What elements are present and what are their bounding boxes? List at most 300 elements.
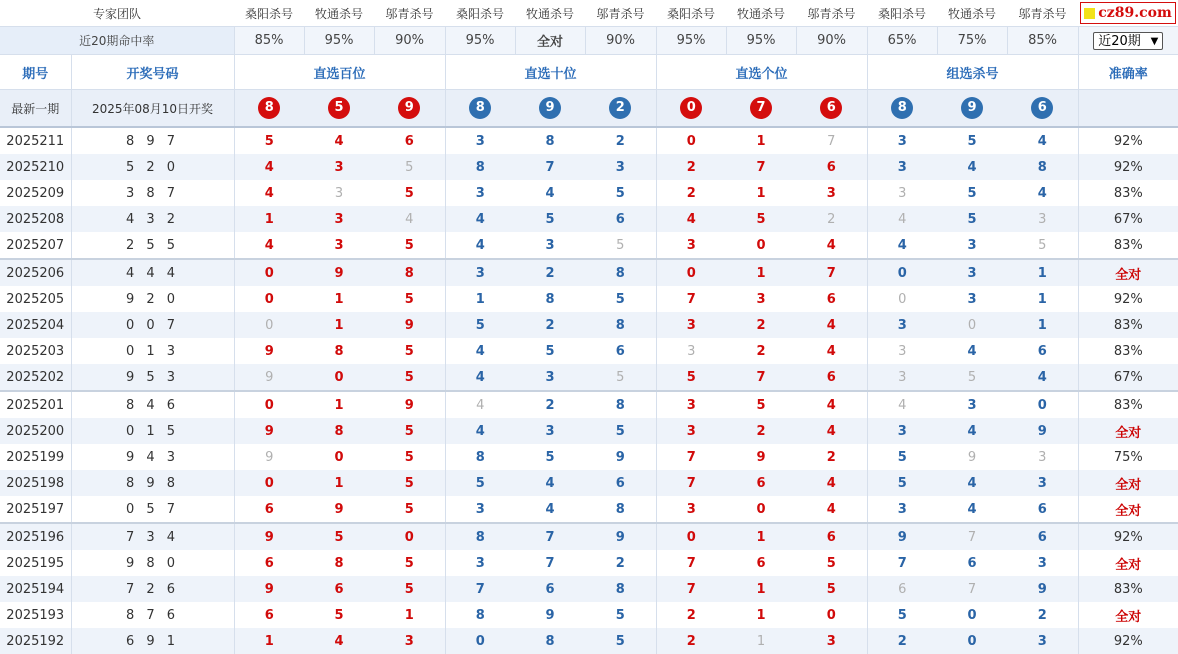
period-number: 2025193 [0, 602, 71, 628]
kill-number: 6 [585, 470, 656, 496]
kill-number: 8 [445, 523, 515, 550]
kill-number: 8 [585, 391, 656, 418]
kill-number: 5 [867, 444, 937, 470]
period-select-value: 近20期 [1098, 33, 1141, 49]
period-select-cell[interactable] [1078, 27, 1178, 55]
kill-number: 3 [445, 550, 515, 576]
kill-number: 0 [234, 470, 304, 496]
kill-number: 4 [1007, 364, 1078, 391]
kill-number: 0 [304, 444, 374, 470]
kill-number: 6 [1007, 338, 1078, 364]
kill-number: 0 [937, 312, 1007, 338]
kill-number: 0 [656, 523, 726, 550]
accuracy-value: 67% [1078, 364, 1178, 391]
kill-number: 0 [234, 259, 304, 286]
expert-header-row [0, 0, 1178, 27]
latest-ball-cell [867, 90, 937, 128]
kill-number: 4 [445, 232, 515, 259]
hit-rate: 75% [937, 27, 1007, 55]
kill-number: 4 [1007, 127, 1078, 154]
kill-number: 4 [796, 338, 867, 364]
kill-number: 8 [585, 576, 656, 602]
kill-number: 0 [234, 286, 304, 312]
kill-number: 7 [937, 576, 1007, 602]
kill-number: 1 [1007, 312, 1078, 338]
kill-number: 0 [937, 602, 1007, 628]
draw-number: 5 2 0 [71, 154, 234, 180]
latest-ball-cell [1007, 90, 1078, 128]
draw-number: 2 5 5 [71, 232, 234, 259]
draw-number: 0 0 7 [71, 312, 234, 338]
col-period: 期号 [0, 55, 71, 90]
kill-number: 9 [1007, 576, 1078, 602]
kill-number: 1 [726, 127, 796, 154]
kill-number: 3 [304, 154, 374, 180]
draw-number: 9 2 0 [71, 286, 234, 312]
kill-number: 1 [726, 259, 796, 286]
kill-number: 0 [234, 391, 304, 418]
expert-name: 牧通杀号 [526, 6, 575, 21]
kill-number: 3 [937, 391, 1007, 418]
kill-number: 3 [515, 232, 585, 259]
accuracy-value: 83% [1078, 232, 1178, 259]
kill-number: 9 [234, 338, 304, 364]
draw-number: 6 9 1 [71, 628, 234, 654]
kill-number: 3 [796, 628, 867, 654]
kill-number: 8 [1007, 154, 1078, 180]
kill-number: 7 [726, 154, 796, 180]
kill-number: 3 [656, 496, 726, 523]
kill-number: 5 [796, 576, 867, 602]
kill-number: 4 [234, 232, 304, 259]
accuracy-value: 全对 [1078, 418, 1178, 444]
kill-number: 6 [796, 523, 867, 550]
kill-number: 1 [726, 628, 796, 654]
kill-number: 3 [867, 127, 937, 154]
kill-number: 5 [374, 338, 445, 364]
kill-number: 4 [796, 312, 867, 338]
kill-number: 1 [304, 286, 374, 312]
period-number: 2025206 [0, 259, 71, 286]
kill-number: 9 [374, 312, 445, 338]
kill-number: 1 [1007, 286, 1078, 312]
kill-number: 1 [374, 602, 445, 628]
col-draw: 开奖号码 [71, 55, 234, 90]
table-row [0, 628, 1178, 654]
kill-number: 3 [445, 259, 515, 286]
kill-number: 0 [234, 312, 304, 338]
expert-name: 牧通杀号 [315, 6, 364, 21]
kill-number: 8 [445, 444, 515, 470]
kill-number: 4 [937, 470, 1007, 496]
kill-number: 1 [234, 206, 304, 232]
kill-number: 5 [515, 206, 585, 232]
draw-number: 7 2 6 [71, 576, 234, 602]
kill-number: 8 [585, 312, 656, 338]
logo-mark-icon [1084, 8, 1095, 19]
latest-ball-cell [374, 90, 445, 128]
site-logo-cell[interactable] [1078, 0, 1178, 27]
expert-name: 邬青杀号 [807, 6, 856, 21]
period-number: 2025199 [0, 444, 71, 470]
kill-number: 6 [515, 576, 585, 602]
hit-rate: 85% [234, 27, 304, 55]
kill-number: 4 [515, 180, 585, 206]
kill-number: 1 [726, 180, 796, 206]
number-ball: 8 [258, 97, 280, 119]
kill-number: 7 [515, 154, 585, 180]
kill-number: 2 [656, 180, 726, 206]
kill-number: 7 [515, 550, 585, 576]
kill-number: 3 [937, 259, 1007, 286]
kill-number: 7 [796, 259, 867, 286]
latest-ball-cell [796, 90, 867, 128]
kill-number: 0 [1007, 391, 1078, 418]
col-units: 直选个位 [656, 55, 867, 90]
kill-number: 0 [937, 628, 1007, 654]
period-number: 2025198 [0, 470, 71, 496]
kill-number: 4 [304, 628, 374, 654]
kill-number: 3 [796, 180, 867, 206]
kill-number: 3 [867, 312, 937, 338]
period-number: 2025192 [0, 628, 71, 654]
kill-number: 5 [585, 418, 656, 444]
kill-number: 6 [1007, 496, 1078, 523]
table-row [0, 418, 1178, 444]
kill-number: 8 [515, 286, 585, 312]
kill-number: 5 [374, 470, 445, 496]
expert-name: 桑阳杀号 [245, 6, 294, 21]
kill-number: 9 [585, 523, 656, 550]
kill-number: 2 [1007, 602, 1078, 628]
latest-ball-cell [656, 90, 726, 128]
kill-number: 7 [937, 523, 1007, 550]
kill-number: 8 [304, 550, 374, 576]
kill-number: 4 [445, 391, 515, 418]
kill-number: 5 [585, 232, 656, 259]
kill-number: 5 [585, 364, 656, 391]
kill-number: 9 [234, 418, 304, 444]
kill-number: 9 [234, 364, 304, 391]
kill-number: 8 [304, 418, 374, 444]
kill-number: 3 [445, 180, 515, 206]
kill-number: 2 [585, 127, 656, 154]
kill-number: 4 [796, 418, 867, 444]
expert-name: 桑阳杀号 [878, 6, 927, 21]
kill-number: 0 [656, 127, 726, 154]
expert-name: 桑阳杀号 [667, 6, 716, 21]
table-row [0, 444, 1178, 470]
period-number: 2025211 [0, 127, 71, 154]
kill-number: 4 [937, 496, 1007, 523]
kill-number: 5 [374, 154, 445, 180]
hit-rate: 95% [304, 27, 374, 55]
kill-number: 2 [515, 312, 585, 338]
kill-number: 2 [796, 206, 867, 232]
kill-number: 4 [867, 232, 937, 259]
kill-number: 3 [867, 496, 937, 523]
number-ball: 8 [891, 97, 913, 119]
hit-rate-label: 近20期命中率 [0, 27, 234, 55]
table-row [0, 576, 1178, 602]
kill-number: 3 [867, 180, 937, 206]
kill-number: 2 [726, 418, 796, 444]
kill-number: 3 [304, 206, 374, 232]
number-ball: 9 [961, 97, 983, 119]
draw-number: 9 8 0 [71, 550, 234, 576]
kill-number: 9 [937, 444, 1007, 470]
kill-number: 9 [1007, 418, 1078, 444]
number-ball: 0 [680, 97, 702, 119]
expert-name: 牧通杀号 [948, 6, 997, 21]
kill-number: 7 [656, 550, 726, 576]
expert-name: 邬青杀号 [596, 6, 645, 21]
kill-number: 6 [304, 576, 374, 602]
hit-rate: 85% [1007, 27, 1078, 55]
kill-number: 7 [515, 523, 585, 550]
number-ball: 6 [1031, 97, 1053, 119]
kill-number: 1 [726, 576, 796, 602]
accuracy-value: 全对 [1078, 602, 1178, 628]
kill-number: 5 [374, 232, 445, 259]
kill-number: 1 [445, 286, 515, 312]
team-label: 专家团队 [93, 6, 142, 21]
kill-number: 5 [1007, 232, 1078, 259]
kill-number: 7 [867, 550, 937, 576]
draw-number: 3 8 7 [71, 180, 234, 206]
kill-number: 6 [234, 496, 304, 523]
period-select[interactable] [1093, 32, 1163, 50]
kill-number: 3 [656, 418, 726, 444]
hit-rate: 95% [445, 27, 515, 55]
kill-number: 5 [656, 364, 726, 391]
kill-number: 7 [726, 364, 796, 391]
kill-number: 3 [1007, 550, 1078, 576]
kill-number: 9 [304, 259, 374, 286]
kill-number: 5 [726, 391, 796, 418]
draw-number: 0 1 3 [71, 338, 234, 364]
kill-number: 6 [585, 206, 656, 232]
kill-number: 3 [374, 628, 445, 654]
hit-rate: 95% [656, 27, 726, 55]
kill-number: 0 [867, 286, 937, 312]
period-number: 2025202 [0, 364, 71, 391]
kill-number: 9 [234, 576, 304, 602]
kill-number: 5 [374, 418, 445, 444]
draw-number: 4 4 4 [71, 259, 234, 286]
kill-number: 5 [374, 496, 445, 523]
logo-text: cz89.com [1098, 5, 1172, 21]
kill-number: 0 [867, 259, 937, 286]
kill-number: 6 [796, 286, 867, 312]
kill-number: 3 [656, 232, 726, 259]
accuracy-value: 83% [1078, 391, 1178, 418]
kill-number: 6 [1007, 523, 1078, 550]
table-row [0, 154, 1178, 180]
period-number: 2025204 [0, 312, 71, 338]
latest-ball-cell [304, 90, 374, 128]
period-number: 2025208 [0, 206, 71, 232]
kill-number: 7 [445, 576, 515, 602]
kill-number: 4 [937, 154, 1007, 180]
number-ball: 9 [539, 97, 561, 119]
kill-number: 4 [796, 496, 867, 523]
kill-number: 9 [234, 523, 304, 550]
latest-accuracy [1078, 90, 1178, 128]
kill-number: 5 [937, 127, 1007, 154]
draw-number: 4 3 2 [71, 206, 234, 232]
kill-number: 4 [445, 206, 515, 232]
kill-number: 8 [585, 496, 656, 523]
kill-number: 1 [726, 602, 796, 628]
kill-number: 4 [445, 418, 515, 444]
kill-number: 9 [585, 444, 656, 470]
kill-number: 7 [796, 127, 867, 154]
kill-number: 5 [445, 312, 515, 338]
kill-number: 6 [796, 154, 867, 180]
kill-number: 0 [796, 602, 867, 628]
kill-number: 6 [867, 576, 937, 602]
kill-number: 3 [1007, 628, 1078, 654]
kill-number: 5 [304, 602, 374, 628]
draw-number: 0 5 7 [71, 496, 234, 523]
table-row [0, 206, 1178, 232]
period-number: 2025194 [0, 576, 71, 602]
period-number: 2025196 [0, 523, 71, 550]
kill-number: 4 [937, 338, 1007, 364]
period-number: 2025205 [0, 286, 71, 312]
kill-number: 8 [445, 154, 515, 180]
kill-number: 3 [1007, 470, 1078, 496]
accuracy-value: 全对 [1078, 259, 1178, 286]
kill-number: 4 [656, 206, 726, 232]
table-row [0, 496, 1178, 523]
hit-rate: 全对 [515, 27, 585, 55]
draw-number: 8 4 6 [71, 391, 234, 418]
kill-number: 0 [445, 628, 515, 654]
kill-number: 7 [656, 286, 726, 312]
kill-number: 4 [445, 338, 515, 364]
table-row [0, 259, 1178, 286]
kill-number: 1 [1007, 259, 1078, 286]
latest-date: 2025年08月10日开奖 [71, 90, 234, 128]
kill-number: 5 [374, 180, 445, 206]
latest-ball-cell [585, 90, 656, 128]
hit-rate: 90% [796, 27, 867, 55]
column-header-row [0, 55, 1178, 90]
kill-number: 4 [1007, 180, 1078, 206]
kill-number: 6 [374, 127, 445, 154]
kill-number: 8 [374, 259, 445, 286]
table-row [0, 338, 1178, 364]
kill-number: 5 [867, 602, 937, 628]
col-hundreds: 直选百位 [234, 55, 445, 90]
kill-number: 4 [445, 364, 515, 391]
kill-number: 3 [937, 286, 1007, 312]
kill-number: 9 [515, 602, 585, 628]
kill-number: 5 [445, 470, 515, 496]
kill-number: 4 [867, 206, 937, 232]
kill-number: 3 [304, 232, 374, 259]
kill-number: 5 [585, 628, 656, 654]
chevron-down-icon: ▼ [1150, 35, 1159, 47]
kill-number: 2 [515, 391, 585, 418]
kill-number: 5 [374, 364, 445, 391]
table-row [0, 391, 1178, 418]
expert-name: 邬青杀号 [385, 6, 434, 21]
kill-number: 5 [585, 180, 656, 206]
kill-number: 6 [937, 550, 1007, 576]
accuracy-value: 92% [1078, 286, 1178, 312]
period-number: 2025207 [0, 232, 71, 259]
latest-label: 最新一期 [0, 90, 71, 128]
kill-number: 5 [515, 338, 585, 364]
latest-ball-cell [234, 90, 304, 128]
kill-number: 1 [304, 470, 374, 496]
accuracy-value: 83% [1078, 576, 1178, 602]
kill-number: 1 [726, 523, 796, 550]
kill-number: 6 [726, 470, 796, 496]
kill-number: 5 [374, 444, 445, 470]
table-row [0, 312, 1178, 338]
draw-number: 0 1 5 [71, 418, 234, 444]
kill-number: 1 [304, 391, 374, 418]
kill-number: 4 [867, 391, 937, 418]
kill-number: 3 [656, 391, 726, 418]
latest-row [0, 90, 1178, 128]
kill-number: 4 [796, 232, 867, 259]
kill-number: 2 [867, 628, 937, 654]
table-row [0, 523, 1178, 550]
kill-number: 1 [304, 312, 374, 338]
kill-number: 2 [796, 444, 867, 470]
col-group: 组选杀号 [867, 55, 1078, 90]
kill-number: 3 [867, 364, 937, 391]
number-ball: 5 [328, 97, 350, 119]
kill-number: 2 [726, 338, 796, 364]
kill-number: 7 [656, 444, 726, 470]
kill-number: 9 [304, 496, 374, 523]
kill-number: 3 [515, 418, 585, 444]
period-number: 2025203 [0, 338, 71, 364]
accuracy-value: 67% [1078, 206, 1178, 232]
accuracy-value: 83% [1078, 180, 1178, 206]
accuracy-value: 全对 [1078, 550, 1178, 576]
accuracy-value: 全对 [1078, 496, 1178, 523]
draw-number: 8 9 8 [71, 470, 234, 496]
kill-number: 3 [515, 364, 585, 391]
period-number: 2025201 [0, 391, 71, 418]
table-row [0, 286, 1178, 312]
kill-number: 7 [656, 576, 726, 602]
draw-number: 8 9 7 [71, 127, 234, 154]
number-ball: 8 [469, 97, 491, 119]
kill-number: 2 [585, 550, 656, 576]
kill-number: 4 [796, 391, 867, 418]
kill-number: 4 [515, 496, 585, 523]
kill-number: 3 [656, 338, 726, 364]
kill-number: 3 [1007, 206, 1078, 232]
kill-number: 2 [656, 602, 726, 628]
accuracy-value: 83% [1078, 312, 1178, 338]
site-logo[interactable] [1080, 2, 1176, 24]
kill-number: 0 [374, 523, 445, 550]
kill-number: 8 [515, 628, 585, 654]
hit-rate: 65% [867, 27, 937, 55]
accuracy-value: 92% [1078, 523, 1178, 550]
kill-number: 3 [867, 154, 937, 180]
kill-number: 3 [585, 154, 656, 180]
